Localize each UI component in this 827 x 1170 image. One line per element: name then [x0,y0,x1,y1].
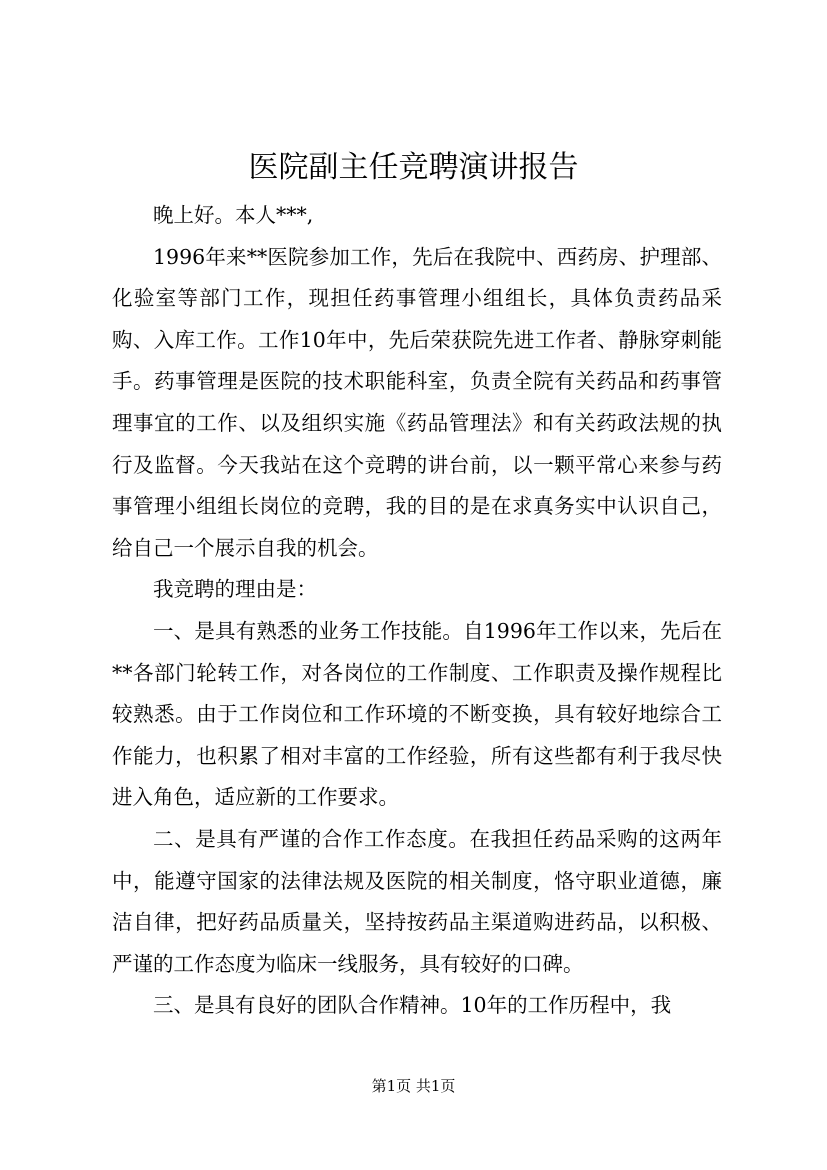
paragraph-reason-one: 一、是具有熟悉的业务工作技能。自1996年工作以来，先后在**各部门轮转工作，对各岗位的工作制度、工作职责及操作规程比较熟悉。由于工作岗位和工作环境的不断变换，具有较好地综合工作能力，也积累了相对丰富的工作经验，所有这些都有利于我尽快进入角色，适应新的工作要求。 [112,618,722,810]
paragraph-reason-two: 二、是具有严谨的合作工作态度。在我担任药品采购的这两年中，能遵守国家的法律法规及医院的相关制度，恪守职业道德，廉洁自律，把好药品质量关，坚持按药品主渠道购进药品，以积极、严谨的工作态度为临床一线服务，具有较好的口碑。 [112,826,722,976]
document-title: 医院副主任竞聘演讲报告 [248,150,579,185]
document-body [112,195,722,1027]
paragraph-reasons-heading: 我竞聘的理由是： [153,577,317,602]
paragraph-reason-three: 三、是具有良好的团队合作精神。10年的工作历程中，我 [153,993,672,1018]
paragraph-greeting: 晚上好。本人***, [153,203,314,227]
page-footer: 第1页 共1页 [371,1077,456,1095]
paragraph-introduction: 1996年来**医院参加工作，先后在我院中、西药房、护理部、化验室等部门工作，现担任药事管理小组组长，具体负责药品采购、入库工作。工作10年中，先后荣获院先进工作者、静脉穿刺能手。药事管理是医院的技术职能科室，负责全院有关药品和药事管理事宜的工作、以及组织实施《药品管理法》和有关药政法规的执行及监督。今天我站在这个竞聘的讲台前，以一颗平常心来参与药事管理小组组长岗位的竞聘，我的目的是在求真务实中认识自己，给自己一个展示自我的机会。 [112,244,722,560]
